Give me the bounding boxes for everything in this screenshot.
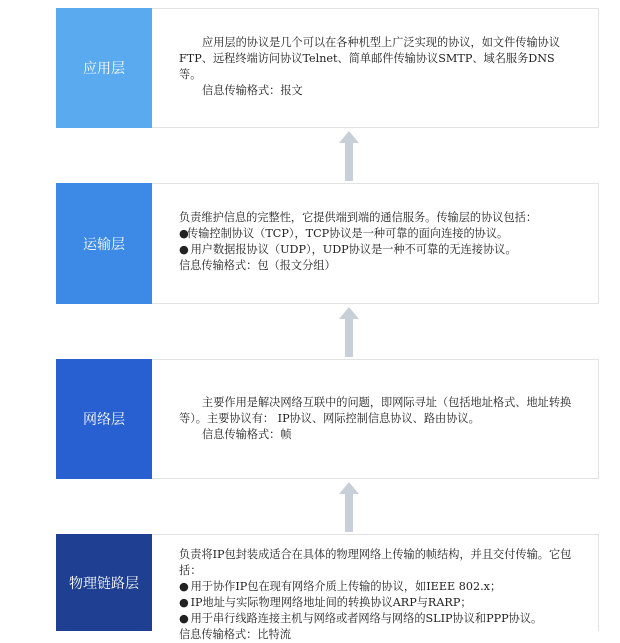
application-layer-name: 应用层 (83, 61, 125, 77)
transport-protocol-list (179, 226, 584, 258)
application-layer-description (152, 8, 599, 128)
transport-layer-label (56, 183, 152, 304)
physical-link-layer-intro: 负责将IP包封装成适合在具体的物理网络上传输的帧结构，并且交付传输。它包括： (179, 548, 572, 577)
physical-link-layer-description (152, 534, 599, 641)
physical-protocol-list (179, 579, 584, 627)
list-item: ● 用于协作IP包在现有网络介质上传输的协议，如IEEE 802.x； (179, 580, 502, 593)
up-arrow-icon (339, 482, 359, 532)
network-layer-block (56, 359, 599, 479)
application-layer-text: 应用层的协议是几个可以在各种机型上广泛实现的协议，如文件传输协议FTP、远程终端访问协议Telnet、简单邮件传输协议SMTP、域名服务DNS等。 (179, 36, 561, 81)
network-layer-label (56, 359, 152, 479)
up-arrow-icon (339, 131, 359, 181)
list-item-text: 用于串行线路连接主机与网络或者网络与网络的SLIP协议和PPP协议。 (190, 612, 543, 625)
transport-layer-name: 运输层 (83, 236, 125, 253)
network-layer-description (152, 359, 599, 479)
application-layer-block (56, 8, 599, 128)
list-item-text: 用于协作IP包在现有网络介质上传输的协议，如IEEE 802.x； (190, 580, 502, 593)
transport-layer-format: 信息传输格式：包（报文分组） (179, 259, 336, 272)
physical-link-layer-format: 信息传输格式：比特流 (179, 628, 291, 641)
network-layer-format: 信息传输格式：帧 (202, 428, 292, 441)
transport-layer-intro: 负责维护信息的完整性，它提供端到端的通信服务。传输层的协议包括： (179, 211, 538, 224)
transport-layer-block (56, 183, 599, 304)
list-item-text: 用户数据报协议（UDP），UDP协议是一种不可靠的无连接协议。 (190, 243, 517, 256)
physical-link-layer-label (56, 534, 152, 631)
up-arrow-icon (339, 307, 359, 357)
list-item: ● IP地址与实际物理网络地址间的转换协议ARP与RARP； (179, 596, 472, 609)
application-layer-label (56, 8, 152, 128)
list-item: ● 用于串行线路连接主机与网络或者网络与网络的SLIP协议和PPP协议。 (179, 612, 543, 625)
network-layer-name: 网络层 (83, 412, 125, 428)
list-item: ● 用户数据报协议（UDP），UDP协议是一种不可靠的无连接协议。 (179, 243, 517, 256)
physical-link-layer-name: 物理链路层 (69, 575, 139, 592)
physical-link-layer-block (56, 534, 599, 641)
list-item: ●传输控制协议（TCP），TCP协议是一种可靠的面向连接的协议。 (179, 227, 509, 240)
network-layer-text: 主要作用是解决网络互联中的问题，即网际寻址（包括地址格式、地址转换等）。主要协议有： IP协议、网际控制信息协议、路由协议。 (179, 396, 572, 425)
application-layer-format: 信息传输格式：报文 (202, 84, 303, 97)
list-item-text: 传输控制协议（TCP），TCP协议是一种可靠的面向连接的协议。 (187, 227, 509, 240)
transport-layer-description (152, 183, 599, 304)
list-item-text: IP地址与实际物理网络地址间的转换协议ARP与RARP； (190, 596, 472, 609)
